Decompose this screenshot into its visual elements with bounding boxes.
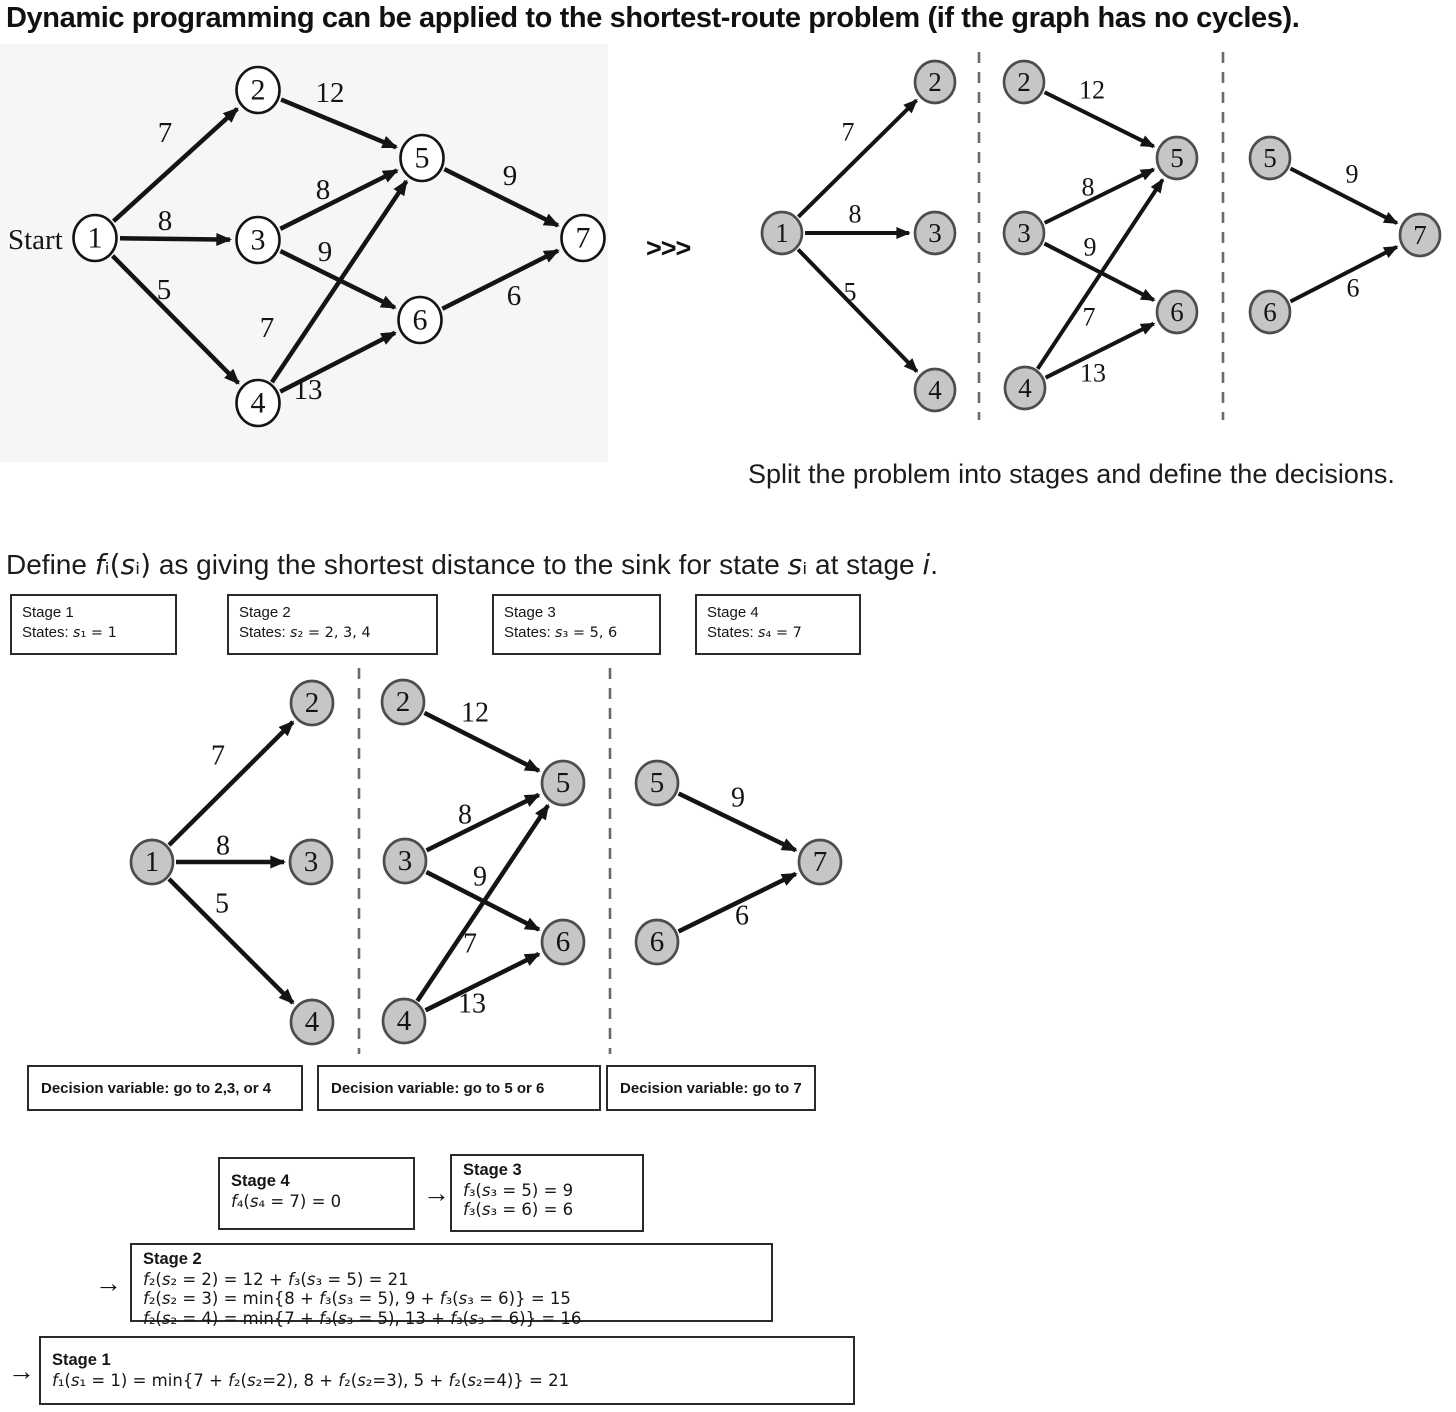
edge-weight-label: 6 [506,280,522,312]
stage-states-box-2 [227,594,438,655]
edge-weight-label: 13 [458,988,486,1020]
split-caption: Split the problem into stages and define the decisions. [748,459,1395,489]
edge-weight-label: 8 [216,830,230,862]
edge-weight-label: 6 [1346,273,1360,303]
graph-node-label: 3 [928,218,942,248]
decision-box-3 [606,1065,816,1111]
edge-weight-label: 7 [157,117,173,149]
define-lead: Define [6,549,95,580]
graph-node-label: 4 [250,386,266,420]
edge-weight-label: 9 [317,236,333,268]
graph-node-label: 6 [555,926,571,958]
edge-arrow-1-to-4 [113,256,239,383]
edge-weight-label: 8 [157,205,173,237]
stage-states-box-1 [10,594,177,655]
graph-node-label: 5 [555,767,571,799]
define-math-s: sᵢ [787,548,808,581]
edge-weight-label: 8 [1081,172,1095,202]
flow-arrow-3: → [8,1356,35,1386]
computation-line: f₂(s₂ = 3) = min{8 + f₃(s₃ = 5), 9 + f₃(s₃ = 6)} = 15 [143,1289,571,1308]
stage-states-box-3 [492,594,661,655]
states-formula: s₄ = 7 [757,625,802,641]
define-math-i: i [922,548,931,581]
computation-line: f₂(s₂ = 4) = min{7 + f₃(s₃ = 5), 13 + f₃(s₃ = 6)} = 16 [143,1308,582,1328]
edge-arrow-6-to-7 [442,251,558,309]
graph-node-label: 6 [1170,297,1184,327]
stage4-computation-box [218,1157,415,1230]
graph-node-label: 3 [397,845,413,877]
decision-box-1 [27,1065,303,1111]
stage3-computation-box [450,1154,644,1232]
flow-arrow-1: → [423,1178,450,1208]
graph-node-label: 1 [144,846,160,878]
computation-title: Stage 1 [52,1351,111,1369]
start-label: Start [8,224,63,256]
edge-arrow-b4-to-b5 [417,805,548,1001]
computation-line: f₄(s₄ = 7) = 0 [231,1191,342,1211]
computation-line: f₃(s₃ = 5) = 9 [463,1180,574,1200]
original-graph-figure [0,40,640,460]
computation-title: Stage 2 [143,1250,202,1268]
graph-node-label: 4 [304,1006,320,1038]
edge-weight-label: 13 [1080,358,1106,388]
graph-node-label: 2 [928,67,942,97]
graph-node-label: 5 [1263,143,1277,173]
edge-weight-label: 9 [473,861,487,893]
graph-node-label: 5 [649,767,665,799]
decision-text: Decision variable: go to 5 or 6 [331,1079,545,1097]
define-tail: at stage [807,549,923,580]
states-label: States: [504,624,551,641]
graph-node-label: 3 [250,223,266,257]
edge-weight-label: 9 [731,782,745,814]
page-title: Dynamic programming can be applied to the shortest-route problem (if the graph has no cycles). [6,2,1300,34]
decision-text: Decision variable: go to 2,3, or 4 [41,1079,272,1097]
edge-weight-label: 12 [1079,75,1105,105]
edge-weight-label: 13 [293,374,323,406]
edge-arrow-4-to-5 [272,181,407,382]
graph-node-label: 2 [1017,67,1031,97]
stage-states-title: Stage 3 [504,604,556,621]
edge-weight-label: 5 [843,277,857,307]
states-formula: s₂ = 2, 3, 4 [289,625,371,641]
decision-text: Decision variable: go to 7 [620,1079,802,1097]
staged-graph-figure [700,40,1456,460]
define-math-f: fᵢ(sᵢ) [94,548,152,581]
edge-weight-label: 5 [215,888,229,920]
edge-arrow-1-to-2 [114,109,238,221]
edge-weight-label: 9 [1083,232,1097,262]
edge-arrow-1-to-3 [120,238,230,239]
states-formula: s₃ = 5, 6 [554,625,618,641]
graph-node-label: 1 [775,218,789,248]
define-period: . [930,549,938,580]
edge-arrow-b4-to-b5 [1038,180,1163,369]
edge-arrow-a1-to-a2 [169,722,293,845]
edge-weight-label: 7 [259,312,275,344]
computation-line: f₃(s₃ = 6) = 6 [463,1200,574,1219]
edge-weight-label: 8 [315,174,331,206]
computation-line: f₂(s₂ = 2) = 12 + f₃(s₃ = 5) = 21 [143,1269,409,1289]
edge-weight-label: 8 [458,799,472,831]
graph-node-label: 7 [575,221,591,255]
edge-weight-label: 8 [848,199,862,229]
edge-weight-label: 9 [1345,159,1359,189]
states-formula: s₁ = 1 [72,625,117,641]
stage-states-title: Stage 1 [22,604,74,621]
graph-node-label: 6 [649,926,665,958]
states-label: States: [22,624,69,641]
stage-states-title: Stage 2 [239,604,291,621]
define-mid: as giving the shortest distance to the sink for state [151,549,788,580]
edge-weight-label: 7 [211,740,225,772]
computation-line: f₁(s₁ = 1) = min{7 + f₂(s₂=2), 8 + f₂(s₂=3), 5 + f₂(s₂=4)} = 21 [52,1370,570,1390]
edge-arrow-a1-to-a4 [798,249,917,371]
graph-node-label: 2 [250,73,266,107]
graph-node-label: 2 [395,686,411,718]
decision-box-2 [317,1065,601,1111]
staged-graph-large-figure [20,660,850,1060]
states-label: States: [239,624,286,641]
graph-node-label: 2 [304,687,320,719]
graph-node-label: 5 [414,141,430,175]
edge-arrow-b3-to-b6 [1044,244,1153,301]
edge-weight-label: 7 [463,928,477,960]
graph-node-label: 4 [928,375,942,405]
edge-arrow-c5-to-c7 [1290,169,1396,224]
transform-chevrons: >>> [646,233,691,263]
graph-node-label: 5 [1170,143,1184,173]
computation-title: Stage 4 [231,1172,290,1190]
define-caption [6,548,938,581]
graph-node-label: 3 [303,846,319,878]
stage-states-title: Stage 4 [707,604,759,621]
edge-weight-label: 7 [841,117,855,147]
computation-title: Stage 3 [463,1161,522,1179]
edge-arrow-a1-to-a4 [169,879,293,1003]
edge-weight-label: 9 [502,160,518,192]
graph-node-label: 1 [87,221,103,255]
graph-node-label: 4 [1018,373,1032,403]
graph-node-label: 3 [1017,218,1031,248]
graph-node-label: 6 [1263,297,1277,327]
flow-arrow-2: → [95,1268,122,1298]
edge-arrow-3-to-6 [280,251,394,308]
edge-arrow-5-to-7 [444,169,558,225]
graph-node-label: 6 [412,303,428,337]
edge-arrow-c6-to-c7 [1290,247,1396,302]
states-label: States: [707,624,754,641]
stage-states-box-4 [695,594,861,655]
edge-weight-label: 5 [156,274,172,306]
edge-weight-label: 6 [735,900,749,932]
graph-node-label: 4 [396,1005,412,1037]
edge-weight-label: 12 [461,697,489,729]
graph-node-label: 7 [1413,220,1427,250]
graph-node-label: 7 [812,846,828,878]
stage2-computation-box [130,1243,773,1328]
stage1-computation-box [39,1336,855,1405]
edge-weight-label: 7 [1082,302,1096,332]
edge-weight-label: 12 [315,77,345,109]
